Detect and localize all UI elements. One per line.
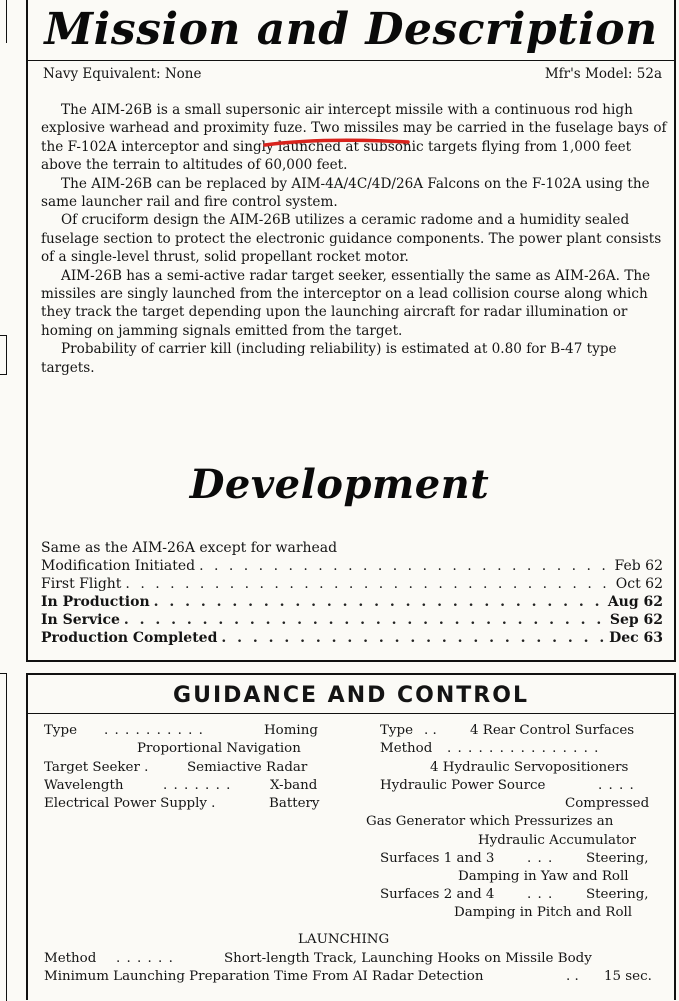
gc-hydraulic-label: Hydraulic Power Source <box>380 778 546 793</box>
dev-date: Oct 62 <box>615 576 663 592</box>
title-divider <box>28 60 674 61</box>
gc-type-value-2: Proportional Navigation <box>137 741 301 756</box>
leader-dots: . . . . <box>598 778 635 793</box>
development-intro <box>41 540 663 558</box>
launch-prep-value: 15 sec. <box>604 969 652 984</box>
dev-date: Dec 63 <box>609 630 663 646</box>
gc-control-type-value: 4 Rear Control Surfaces <box>470 723 635 738</box>
development-intro-text: Same as the AIM-26A except for warhead <box>41 540 338 556</box>
leader-dots: . . . . . . . <box>163 778 232 793</box>
development-title: Development <box>189 461 490 508</box>
gc-hydraulic-value-3: Hydraulic Accumulator <box>478 833 636 848</box>
gc-hydraulic-value-2: Gas Generator which Pressurizes an <box>366 814 614 829</box>
gc-surfaces-13-value: Steering, <box>586 851 649 866</box>
development-row <box>41 630 663 648</box>
leader-dots: . . . . . . . . . . . . . . . <box>447 741 600 756</box>
mission-paragraph: AIM-26B has a semi-active radar target seeker, essentially the same as AIM-26A. The missiles are singly launched from the interceptor on a lead collision course along which they track the target depending upon the launching aircraft for radar illumination or homing on jamming signals emitted from the target. <box>41 267 651 339</box>
dev-label: First Flight <box>41 576 122 592</box>
leader-dots <box>125 576 611 592</box>
left-edge-fragment <box>0 673 7 1001</box>
mission-paragraph: Probability of carrier kill (including reliability) is estimated at 0.80 for B-47 type targets. <box>41 341 617 376</box>
dev-date: Sep 62 <box>609 612 663 628</box>
mfr-model: Mfr's Model: 52a <box>544 66 662 82</box>
gc-surfaces-24-label: Surfaces 2 and 4 <box>380 887 495 902</box>
development-row <box>41 576 663 594</box>
development-row <box>41 612 663 630</box>
launch-method-label: Method <box>44 951 97 966</box>
gc-control-type-label: Type <box>380 723 413 738</box>
dev-label: Modification Initiated <box>41 558 196 574</box>
left-edge-fragment <box>0 0 7 43</box>
dev-date: Aug 62 <box>607 594 663 610</box>
gc-surfaces-13-label: Surfaces 1 and 3 <box>380 851 495 866</box>
launch-prep-label: Minimum Launching Preparation Time From AI Radar Detection <box>44 969 484 984</box>
gc-surfaces-13-value-2: Damping in Yaw and Roll <box>458 869 629 884</box>
mission-paragraph: The AIM-26B is a small supersonic air intercept missile with a continuous rod high explosive warhead and proximity fuze. Two missiles may be carried in the fuselage bays of the F-102A interceptor and singly launched at subsonic targets flying from 1,000 feet above the terrain to altitudes of 60,000 feet. <box>41 102 667 174</box>
left-edge-fragment <box>0 335 7 375</box>
leader-dots <box>221 630 605 646</box>
dev-label: Production Completed <box>41 630 218 646</box>
gc-power-label: Electrical Power Supply . <box>44 796 216 811</box>
leader-dots: . . . . . . . . . . <box>104 723 204 738</box>
gc-wavelength-value: X-band <box>270 778 318 793</box>
red-pen-strikethrough <box>262 136 412 150</box>
leader-dots: . . <box>566 969 579 984</box>
leader-dots <box>154 594 604 610</box>
gc-surfaces-24-value: Steering, <box>586 887 649 902</box>
leader-dots <box>124 612 606 628</box>
guidance-title: GUIDANCE AND CONTROL <box>173 683 529 708</box>
dev-date: Feb 62 <box>614 558 663 574</box>
gc-type-label: Type <box>44 723 77 738</box>
leader-dots <box>199 558 610 574</box>
development-row <box>41 594 663 612</box>
navy-equivalent: Navy Equivalent: None <box>43 66 202 82</box>
dev-label: In Production <box>41 594 150 610</box>
gc-wavelength-label: Wavelength <box>44 778 124 793</box>
leader-dots: . . . . . . <box>116 951 174 966</box>
launch-method-value: Short-length Track, Launching Hooks on Missile Body <box>224 951 592 966</box>
gc-seeker-label: Target Seeker . <box>44 760 149 775</box>
leader-dots: . . . <box>527 851 554 866</box>
leader-dots: . . . <box>527 887 554 902</box>
gc-seeker-value: Semiactive Radar <box>187 760 308 775</box>
dev-label: In Service <box>41 612 120 628</box>
mission-title: Mission and Description <box>44 4 658 55</box>
gc-method-label: Method <box>380 741 433 756</box>
gc-surfaces-24-value-2: Damping in Pitch and Roll <box>454 905 633 920</box>
gc-hydraulic-value-1: Compressed <box>565 796 650 811</box>
gc-method-value: 4 Hydraulic Servopositioners <box>430 760 629 775</box>
guidance-divider <box>28 713 674 714</box>
gc-type-value: Homing <box>264 723 318 738</box>
gc-power-value: Battery <box>269 796 320 811</box>
launching-title: LAUNCHING <box>298 932 390 947</box>
development-row <box>41 558 663 576</box>
leader-dots: . . <box>424 723 437 738</box>
mission-paragraph: Of cruciform design the AIM-26B utilizes a ceramic radome and a humidity sealed fuselage section to protect the electronic guidance components. The power plant consists of a single-level thrust, solid propellant rocket motor. <box>41 212 662 266</box>
mission-paragraph: The AIM-26B can be replaced by AIM-4A/4C/4D/26A Falcons on the F-102A using the same launcher rail and fire control system. <box>41 175 650 211</box>
